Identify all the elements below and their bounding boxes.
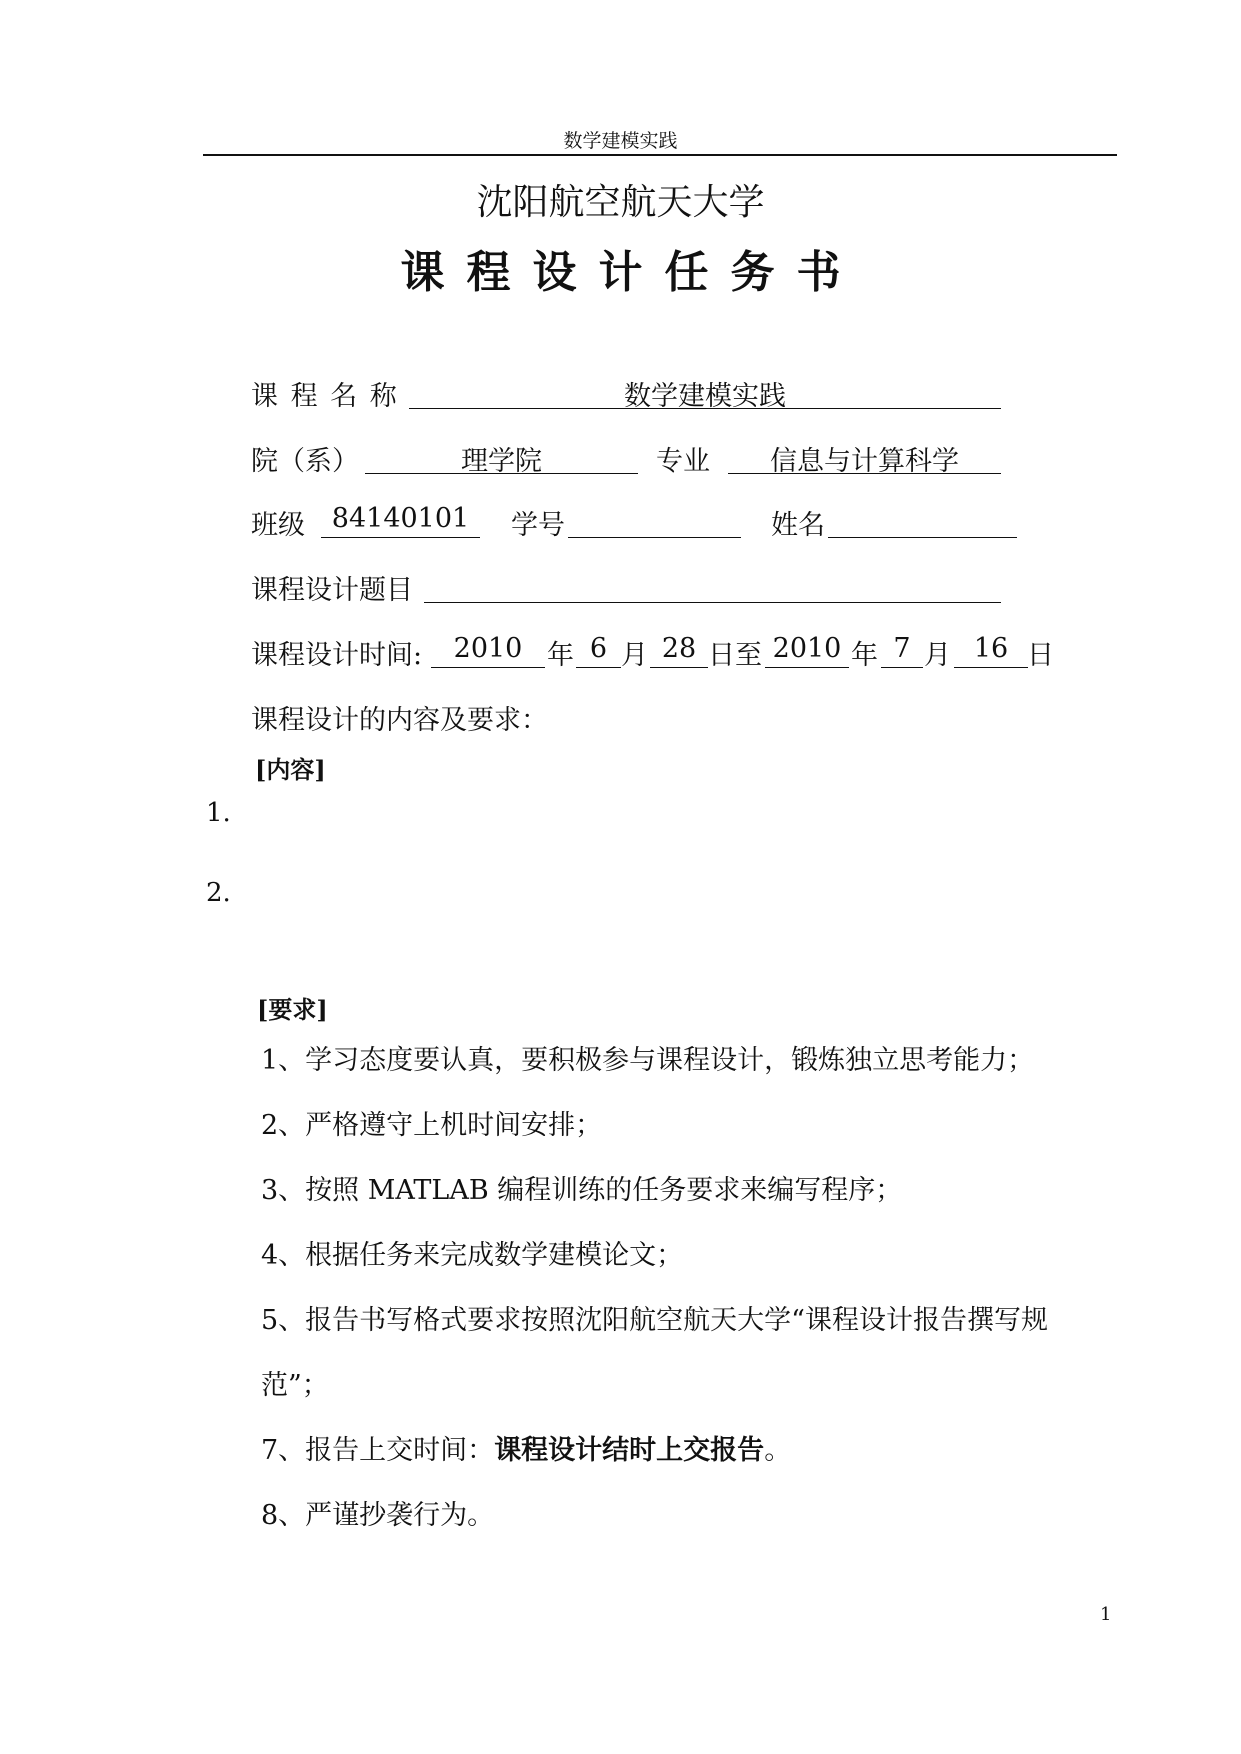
start-day-field[interactable] [650, 633, 708, 668]
content-tag: [内容] [255, 755, 326, 784]
student-id-label: 学号 [511, 510, 565, 541]
requirement-7-emphasis: 课程设计结时上交报告 [494, 1435, 765, 1466]
requirement-7-prefix: 7、报告上交时间： [261, 1435, 495, 1466]
start-month-field[interactable] [576, 633, 621, 668]
end-month-value: 7 [893, 633, 911, 664]
major-label: 专业 [656, 446, 710, 477]
content-heading: 课程设计的内容及要求： [251, 705, 548, 736]
header-rule [203, 154, 1117, 156]
course-name-value: 数学建模实践 [624, 381, 786, 412]
requirement-4: 4、根据任务来完成数学建模论文； [261, 1240, 684, 1271]
topic-field[interactable] [424, 568, 1001, 603]
requirement-8: 8、严谨抄袭行为。 [261, 1500, 495, 1531]
page-number: 1 [1100, 1604, 1112, 1625]
start-month-value: 6 [589, 633, 608, 664]
running-header: 数学建模实践 [563, 130, 678, 152]
requirement-1: 1、学习态度要认真，要积极参与课程设计，锻炼独立思考能力； [261, 1045, 1035, 1076]
requirement-5-line-2: 范”； [261, 1370, 329, 1401]
topic-label: 课程设计题目 [251, 575, 413, 606]
year-unit: 年 [547, 640, 574, 671]
end-day-value: 16 [973, 633, 1009, 664]
requirement-2: 2、严格遵守上机时间安排； [261, 1110, 603, 1141]
department-field[interactable] [365, 439, 638, 477]
year-unit-2: 年 [851, 640, 878, 671]
major-field[interactable] [728, 439, 1001, 477]
start-year-value: 2010 [453, 633, 523, 664]
university-name: 沈阳航空航天大学 [476, 182, 765, 223]
department-label: 院（系） [251, 446, 359, 477]
content-item-1: 1. [206, 798, 231, 828]
end-year-value: 2010 [772, 633, 842, 664]
student-id-field[interactable] [568, 503, 741, 538]
end-year-field[interactable] [765, 633, 849, 668]
end-day-field[interactable] [954, 633, 1028, 668]
requirement-3: 3、按照 MATLAB 编程训练的任务要求来编写程序； [261, 1175, 903, 1206]
requirement-5-line-1: 5、报告书写格式要求按照沈阳航空航天大学“课程设计报告撰写规 [261, 1305, 1048, 1336]
major-value: 信息与计算科学 [770, 446, 959, 477]
course-name-label: 课 程 名 称 [251, 381, 399, 412]
name-field[interactable] [828, 503, 1017, 538]
requirements-tag: [要求] [257, 995, 328, 1024]
course-name-field[interactable] [409, 374, 1001, 412]
month-unit: 月 [621, 640, 648, 671]
class-value: 84140101 [331, 503, 470, 534]
document-title: 课程设计任务书 [400, 247, 863, 298]
start-day-value: 28 [661, 633, 697, 664]
class-label: 班级 [251, 510, 305, 541]
name-label: 姓名 [771, 510, 825, 541]
content-item-2: 2. [206, 878, 231, 908]
start-year-field[interactable] [431, 633, 545, 668]
end-month-field[interactable] [881, 633, 923, 668]
requirement-7-suffix: 。 [764, 1435, 792, 1466]
day-to-unit: 日至 [708, 640, 762, 671]
day-unit-2: 日 [1027, 640, 1054, 671]
time-label: 课程设计时间: [251, 640, 423, 671]
requirement-7 [261, 1428, 791, 1467]
department-value: 理学院 [461, 446, 542, 477]
class-field[interactable] [321, 503, 480, 538]
month-unit-2: 月 [924, 640, 951, 671]
